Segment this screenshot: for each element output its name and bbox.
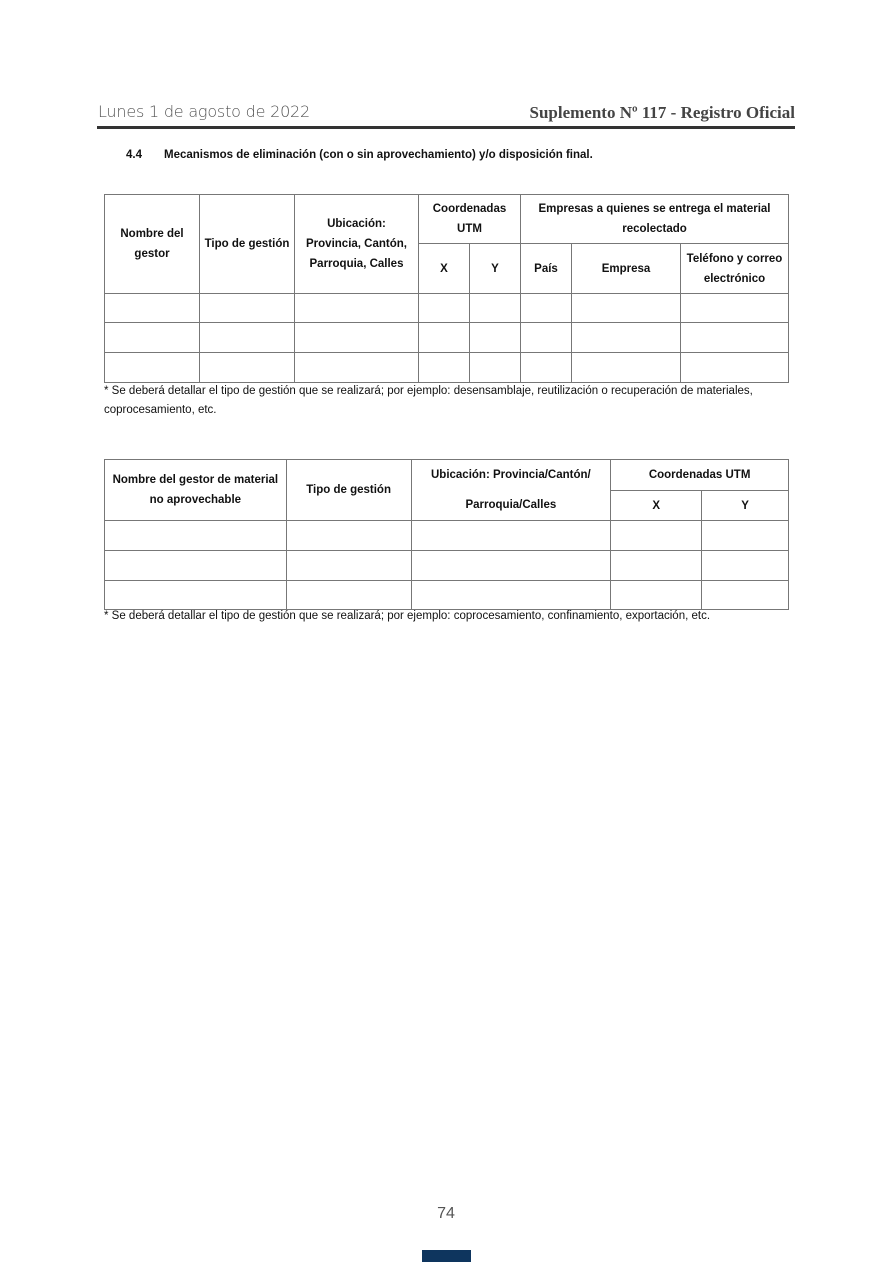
- table-cell[interactable]: [611, 551, 702, 581]
- header-x: X: [611, 491, 702, 521]
- table1-footnote: * Se deberá detallar el tipo de gestión que se realizará; por ejemplo: desensamblaje, reutilización o recuperación de materiales, coprocesamiento, etc.: [104, 385, 753, 416]
- header-ubicacion-line2: Parroquia/Calles: [465, 499, 557, 511]
- table-cell[interactable]: [572, 323, 681, 353]
- header-coordenadas: Coordenadas UTM: [611, 460, 789, 491]
- header-y: Y: [702, 491, 789, 521]
- header-pais: País: [521, 244, 572, 294]
- table-cell[interactable]: [295, 294, 419, 323]
- table-cell[interactable]: [105, 294, 200, 323]
- table-row: [105, 521, 789, 551]
- table-cell[interactable]: [681, 353, 789, 383]
- footer-accent-bar: [422, 1250, 471, 1262]
- table-cell[interactable]: [702, 521, 789, 551]
- table-cell[interactable]: [470, 323, 521, 353]
- table-row: [105, 323, 789, 353]
- header-gestor: Nombre del gestor de material no aprovechable: [105, 460, 287, 521]
- header-gestor: Nombre del gestor: [105, 195, 200, 294]
- table-cell[interactable]: [105, 353, 200, 383]
- table-cell[interactable]: [411, 551, 611, 581]
- table-row: [105, 551, 789, 581]
- header-x: X: [419, 244, 470, 294]
- header-contacto: Teléfono y correo electrónico: [681, 244, 789, 294]
- section-title: Mecanismos de eliminación (con o sin aprovechamiento) y/o disposición final.: [164, 149, 593, 161]
- table-cell[interactable]: [200, 323, 295, 353]
- header-empresas: Empresas a quienes se entrega el material recolectado: [521, 195, 789, 244]
- table-cell[interactable]: [702, 581, 789, 610]
- header-ubicacion: Ubicación: Provincia, Cantón, Parroquia, Calles: [295, 195, 419, 294]
- table-cell[interactable]: [681, 294, 789, 323]
- table-cell[interactable]: [286, 521, 411, 551]
- table-cell[interactable]: [702, 551, 789, 581]
- table-disposal-mechanisms: [104, 194, 789, 383]
- table-cell[interactable]: [611, 521, 702, 551]
- table-cell[interactable]: [419, 353, 470, 383]
- table-cell[interactable]: [572, 353, 681, 383]
- table-cell[interactable]: [419, 323, 470, 353]
- table-row: [105, 353, 789, 383]
- table-cell[interactable]: [419, 294, 470, 323]
- table-cell[interactable]: [286, 581, 411, 610]
- table-row: [105, 581, 789, 610]
- table-cell[interactable]: [105, 581, 287, 610]
- table-cell[interactable]: [470, 353, 521, 383]
- table-cell[interactable]: [681, 323, 789, 353]
- table-cell[interactable]: [200, 353, 295, 383]
- table-cell[interactable]: [470, 294, 521, 323]
- page-number: 74: [437, 1205, 455, 1222]
- header-tipo-gestion: Tipo de gestión: [200, 195, 295, 294]
- table-row: [105, 294, 789, 323]
- table2-footnote: * Se deberá detallar el tipo de gestión que se realizará; por ejemplo: coprocesamiento, confinamiento, exportación, etc.: [104, 610, 711, 622]
- table-cell[interactable]: [572, 294, 681, 323]
- header-date: Lunes 1 de agosto de 2022: [98, 102, 311, 121]
- header-publication: Suplemento Nº 117 - Registro Oficial: [529, 103, 795, 122]
- section-heading: [126, 149, 593, 161]
- table-non-usable-material: [104, 459, 789, 610]
- header-y: Y: [470, 244, 521, 294]
- table-cell[interactable]: [105, 323, 200, 353]
- table-cell[interactable]: [295, 323, 419, 353]
- table-cell[interactable]: [295, 353, 419, 383]
- table-cell[interactable]: [611, 581, 702, 610]
- table-cell[interactable]: [521, 294, 572, 323]
- table-cell[interactable]: [286, 551, 411, 581]
- header-empresa: Empresa: [572, 244, 681, 294]
- header-ubicacion-line1: Ubicación: Provincia/Cantón/: [430, 469, 591, 481]
- section-number: 4.4: [126, 149, 142, 161]
- header-coordenadas: Coordenadas UTM: [419, 195, 521, 244]
- header-rule: [97, 126, 795, 129]
- table-cell[interactable]: [411, 581, 611, 610]
- table-cell[interactable]: [105, 521, 287, 551]
- header-ubicacion: [411, 460, 611, 521]
- table-cell[interactable]: [521, 323, 572, 353]
- table-cell[interactable]: [411, 521, 611, 551]
- table-cell[interactable]: [521, 353, 572, 383]
- table-cell[interactable]: [200, 294, 295, 323]
- table-cell[interactable]: [105, 551, 287, 581]
- header-tipo-gestion: Tipo de gestión: [286, 460, 411, 521]
